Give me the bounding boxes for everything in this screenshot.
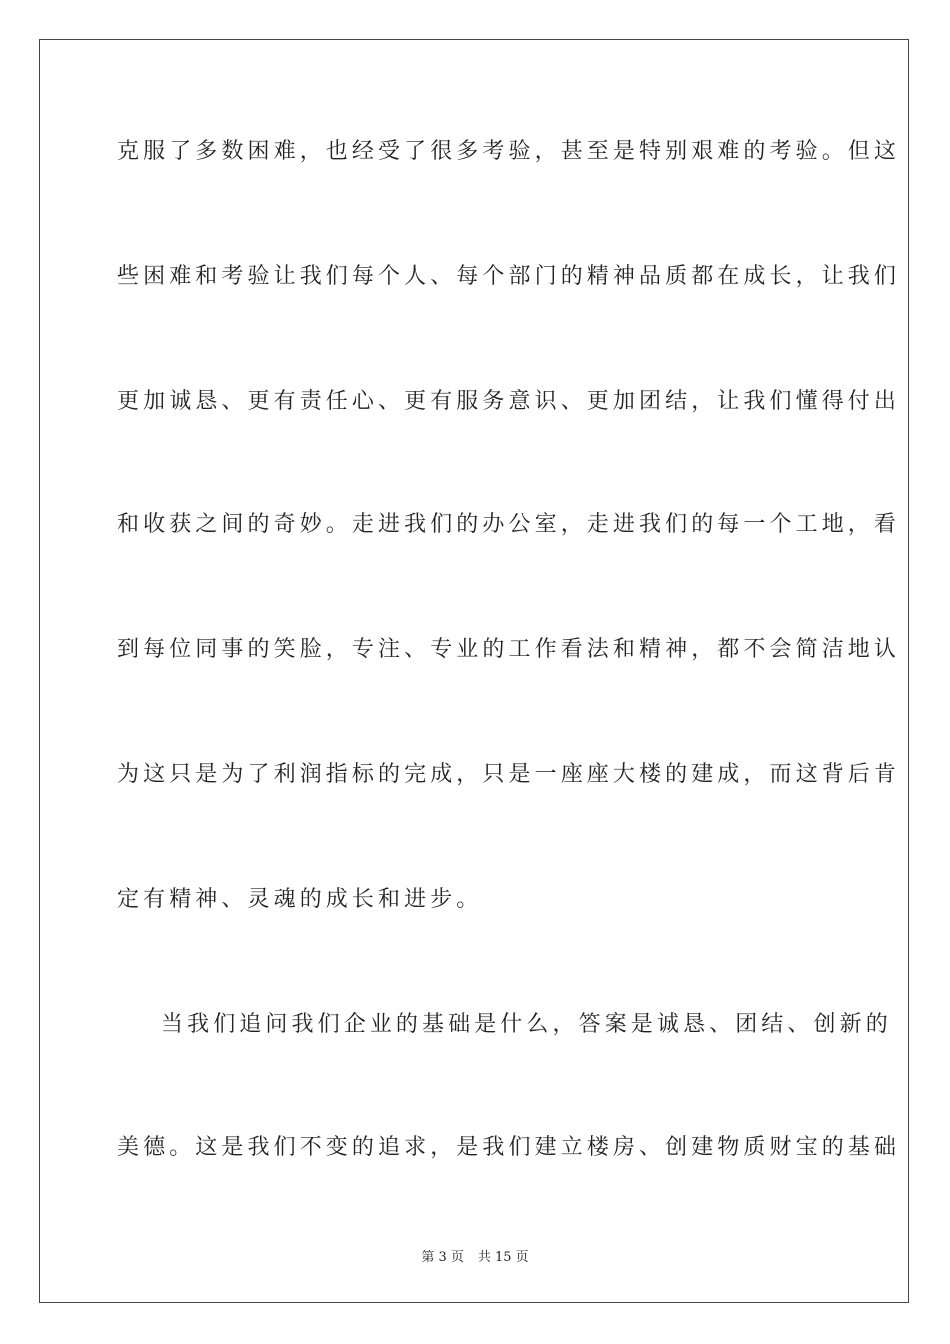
page-total: 共 15 页 <box>477 1250 529 1265</box>
body-line-7: 定有精神、灵魂的成长和进步。 <box>117 887 483 912</box>
body-line-5: 到每位同事的笑脸，专注、专业的工作看法和精神，都不会简洁地认 <box>117 637 901 662</box>
body-line-1: 克服了多数困难，也经受了很多考验，甚至是特别艰难的考验。但这 <box>117 139 901 164</box>
page-border <box>39 39 909 1303</box>
body-line-9: 美德。这是我们不变的追求，是我们建立楼房、创建物质财宝的基础 <box>117 1135 901 1160</box>
body-line-4: 和收获之间的奇妙。走进我们的办公室，走进我们的每一个工地，看 <box>117 512 901 537</box>
body-line-2: 些困难和考验让我们每个人、每个部门的精神品质都在成长，让我们 <box>117 264 901 289</box>
paragraph-first-line: 当我们追问我们企业的基础是什么，答案是诚恳、团结、创新的 <box>161 1012 892 1037</box>
body-line-6: 为这只是为了利润指标的完成，只是一座座大楼的建成，而这背后肯 <box>117 762 901 787</box>
body-line-3: 更加诚恳、更有责任心、更有服务意识、更加团结，让我们懂得付出 <box>117 389 901 414</box>
page-number: 第 3 页 <box>421 1250 464 1265</box>
page-footer <box>0 1246 950 1265</box>
